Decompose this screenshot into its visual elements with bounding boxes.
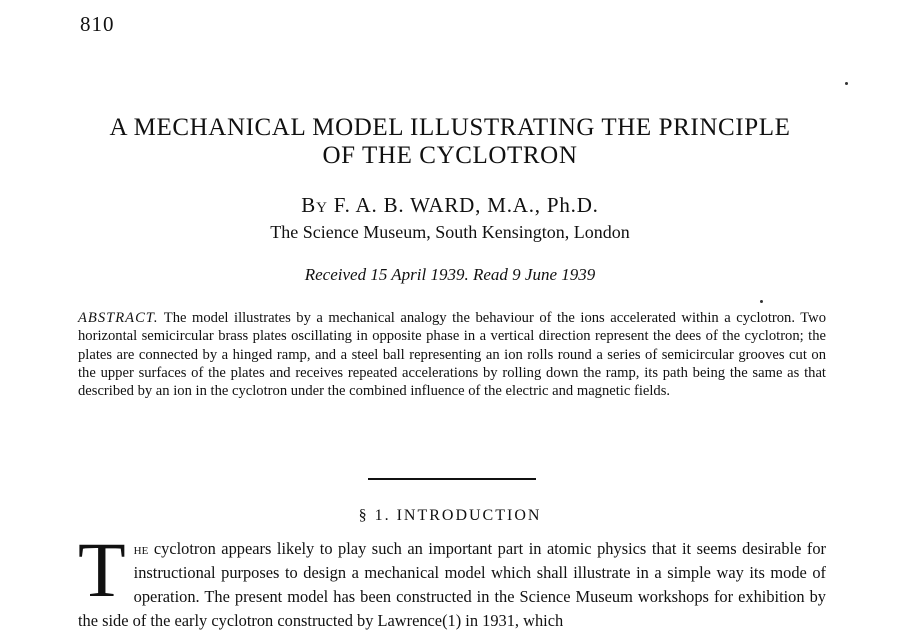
introduction-text: cyclotron appears likely to play such an important part in atomic physics that it seems desirable for instructional purposes to design a mechanical model which shall illustrate in a simple way its mode of operation. The present model has been constructed in the Science Museum workshops for exhibition by the side of the early cyclotron constructed by Lawrence(1) in 1931, which [78,539,826,630]
abstract-label: ABSTRACT. [78,310,159,326]
drop-cap: T [78,526,126,613]
scan-speck [760,300,763,303]
section-divider [368,478,536,480]
byline-prefix: By [301,193,328,217]
byline [0,193,900,218]
abstract [78,309,826,400]
paper-title: A MECHANICAL MODEL ILLUSTRATING THE PRINCIPLE OF THE CYCLOTRON [109,114,791,169]
first-word-rest: he [133,539,149,558]
section-heading: § 1. INTRODUCTION [358,507,542,524]
introduction-paragraph [78,526,826,633]
author-name: F. A. B. WARD, M.A., Ph.D. [333,193,599,217]
author-affiliation: The Science Museum, South Kensington, London [270,222,630,242]
scan-speck [845,82,848,85]
abstract-text: The model illustrates by a mechanical analogy the behaviour of the ions accelerated within a cyclotron. Two horizontal semicircular brass plates oscillating in opposite phase in a vertical direction represent the dees of the cyclotron; the plates are connected by a hinged ramp, and a steel ball representing an ion rolls round a series of semicircular grooves cut on the upper surfaces of the plates and receives repeated accelerations by rolling down the ramp, its path being the same as that described by an ion in the cyclotron under the combined influence of the electric and magnetic fields. [78,310,826,400]
page-number: 810 [80,12,115,36]
received-read-dates: Received 15 April 1939. Read 9 June 1939 [304,265,596,284]
